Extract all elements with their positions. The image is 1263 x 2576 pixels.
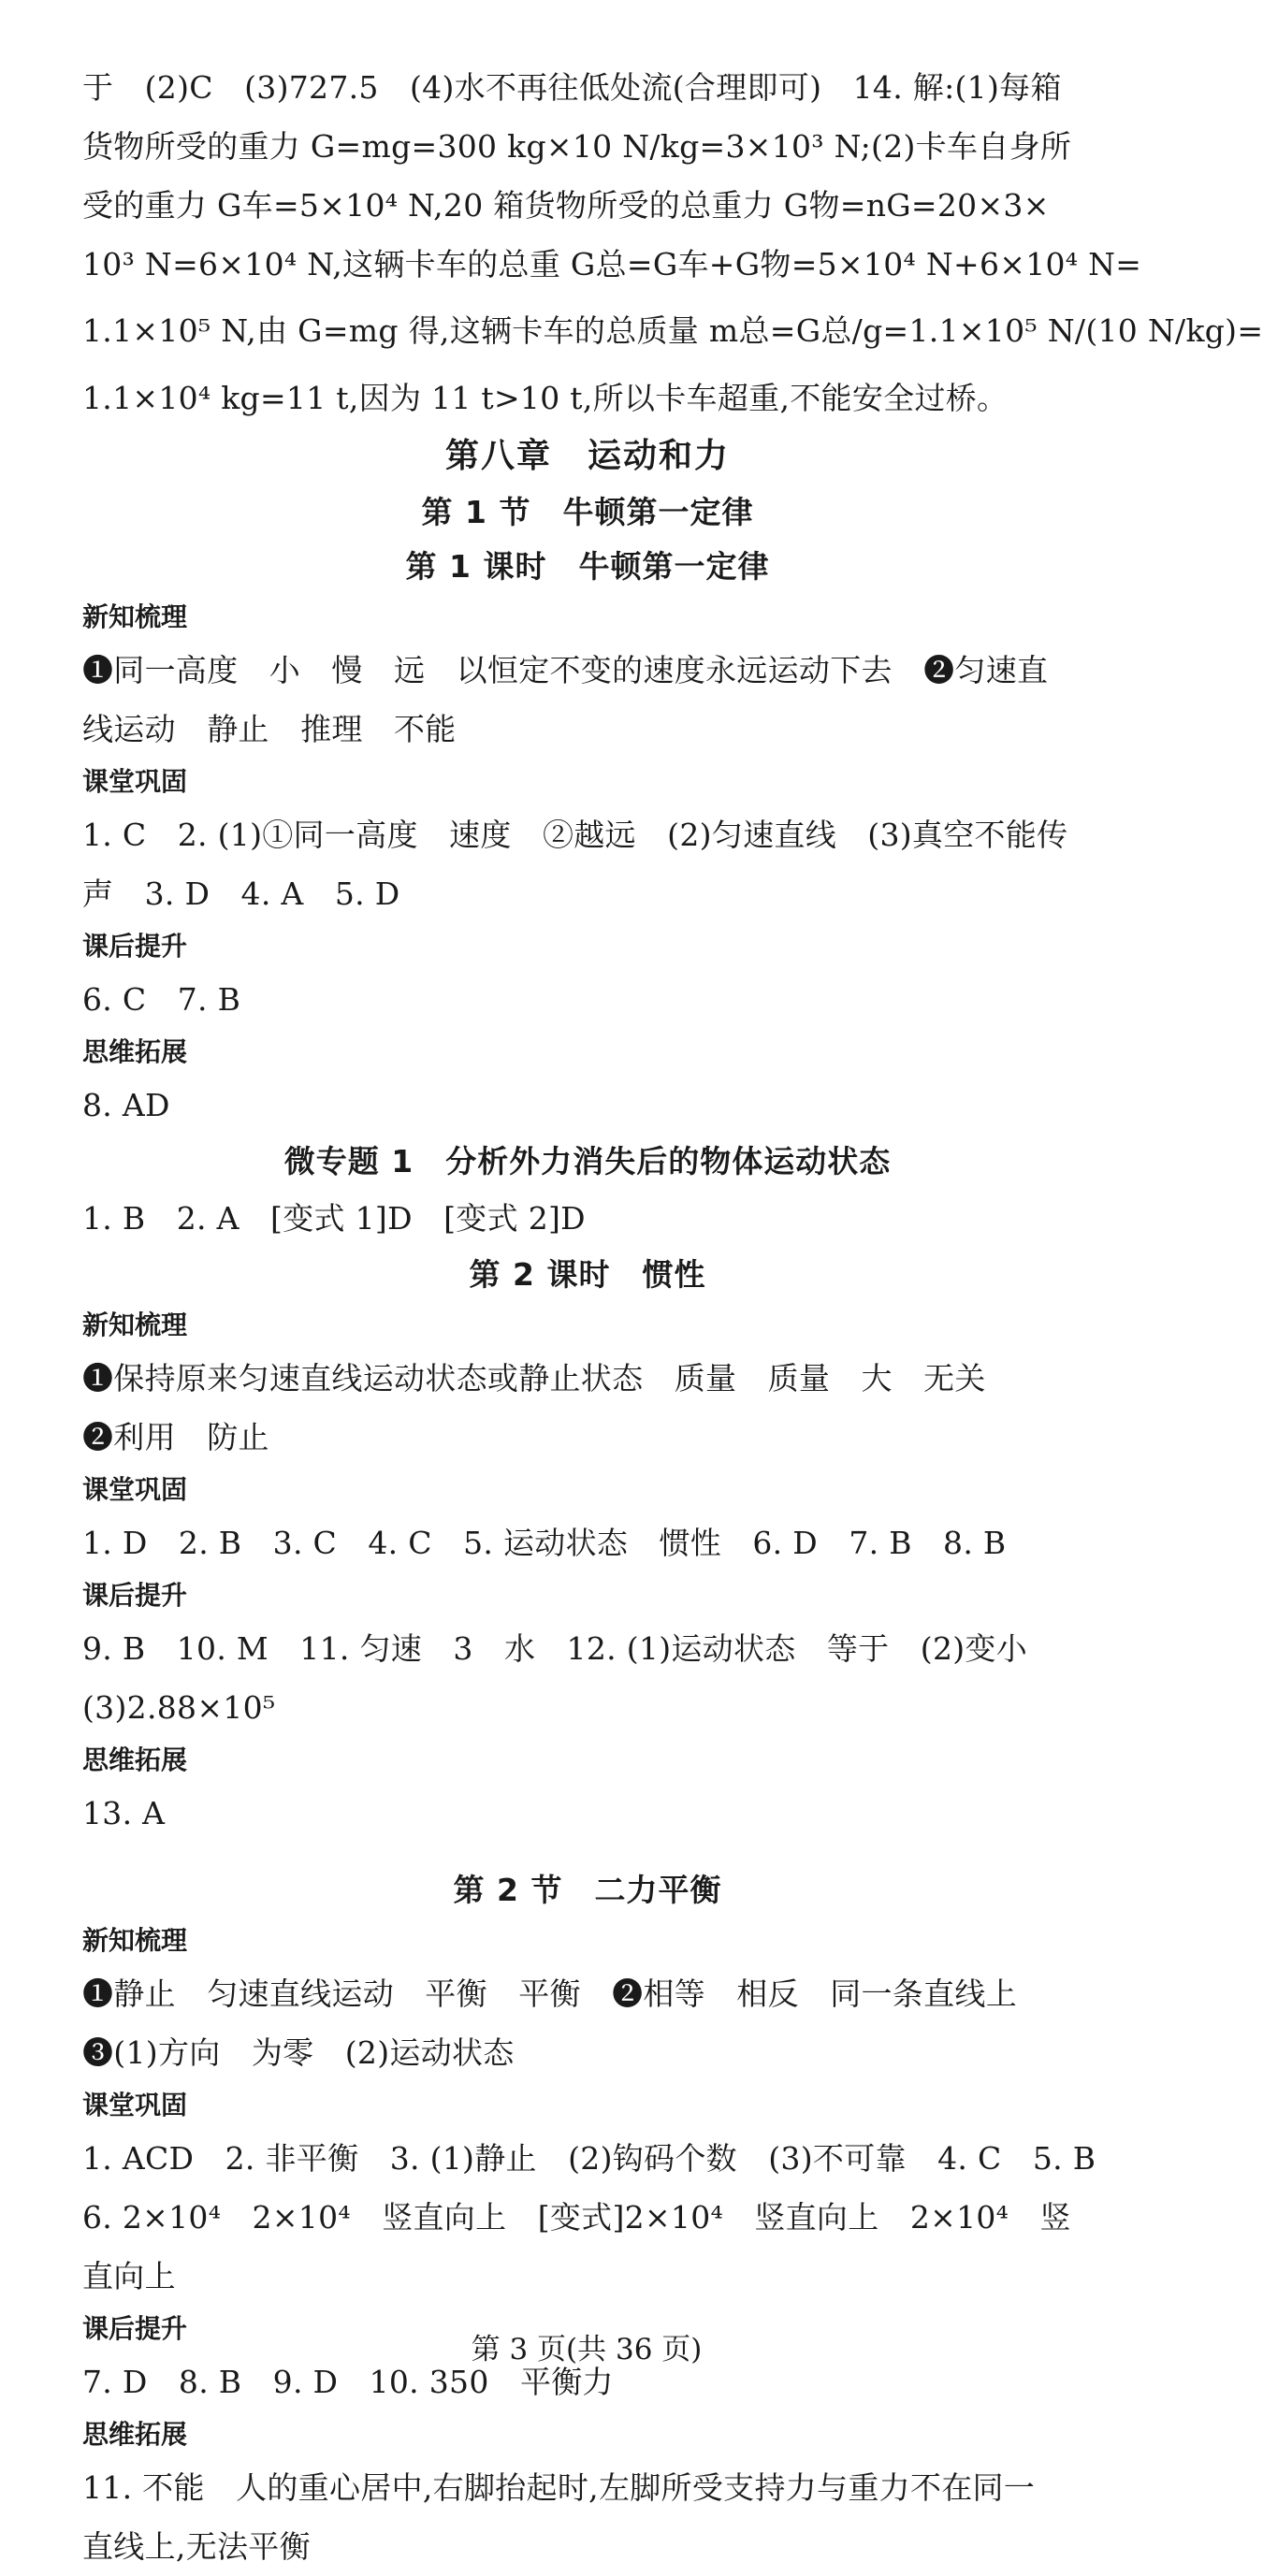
answer-page <box>82 58 1263 2576</box>
text-line: 于 (2)C (3)727.5 (4)水不再往低处流(合理即可) 14. 解:(1)每箱 <box>82 69 1062 106</box>
text-line: 1. D 2. B 3. C 4. C 5. 运动状态 惯性 6. D 7. B 8. B <box>82 1525 1007 1561</box>
section-title: 第 1 节 牛顿第一定律 <box>421 494 754 530</box>
micro-topic-title: 微专题 1 分析外力消失后的物体运动状态 <box>283 1143 892 1179</box>
subheading-siwei: 思维拓展 <box>82 2419 188 2450</box>
text-line: 受的重力 G车=5×10⁴ N,20 箱货物所受的总重力 G物=nG=20×3× <box>82 187 1050 224</box>
text-line: 线运动 静止 推理 不能 <box>82 711 457 747</box>
subheading-ketang: 课堂巩固 <box>82 1474 188 1505</box>
chapter-title: 第八章 运动和力 <box>444 437 730 475</box>
subheading-kehou: 课后提升 <box>82 2313 188 2344</box>
text-line: 13. A <box>82 1795 166 1831</box>
text-line: ❸(1)方向 为零 (2)运动状态 <box>82 2034 515 2071</box>
subheading-ketang: 课堂巩固 <box>82 766 188 797</box>
subheading-kehou: 课后提升 <box>82 931 188 962</box>
subheading-xinzhi: 新知梳理 <box>82 1925 188 1956</box>
micro-topic-block <box>82 1135 1093 1248</box>
subheading-kehou: 课后提升 <box>82 1580 188 1611</box>
text-line: 1.1×10⁴ kg=11 t,因为 11 t>10 t,所以卡车超重,不能安全过桥。 <box>82 380 1009 416</box>
lesson-1-block <box>82 594 1093 1135</box>
previous-section-answers <box>82 58 1263 427</box>
text-line: 9. B 10. M 11. 匀速 3 水 12. (1)运动状态 等于 (2)变小 <box>82 1630 1028 1667</box>
subheading-siwei: 思维拓展 <box>82 1036 188 1067</box>
text-line: 直向上 <box>82 2258 176 2294</box>
section-2-block <box>82 1918 1096 2576</box>
text-line: 货物所受的重力 G=mg=300 kg×10 N/kg=3×10³ N;(2)卡车自身所 <box>82 128 1072 165</box>
text-line: 10³ N=6×10⁴ N,这辆卡车的总重 G总=G车+G物=5×10⁴ N+6×10⁴ N= <box>82 246 1142 282</box>
text-line: ❶静止 匀速直线运动 平衡 平衡 ❷相等 相反 同一条直线上 <box>82 1975 1017 2012</box>
text-line: 8. AD <box>82 1087 170 1123</box>
text-line: 声 3. D 4. A 5. D <box>82 876 400 912</box>
text-line: 1.1×10⁵ N,由 G=mg 得,这辆卡车的总质量 m总=G总/g=1.1×10⁵ N/(10 N/kg)= <box>82 312 1263 349</box>
text-line: 11. 不能 人的重心居中,右脚抬起时,左脚所受支持力与重力不在同一 <box>82 2469 1036 2506</box>
subheading-ketang: 课堂巩固 <box>82 2090 188 2120</box>
text-line: 6. C 7. B <box>82 981 241 1018</box>
text-line: 1. C 2. (1)①同一高度 速度 ②越远 (2)匀速直线 (3)真空不能传 <box>82 817 1068 853</box>
subheading-xinzhi: 新知梳理 <box>82 601 188 632</box>
text-line: (3)2.88×10⁵ <box>82 1689 276 1726</box>
lesson-title: 第 1 课时 牛顿第一定律 <box>405 548 770 585</box>
subheading-siwei: 思维拓展 <box>82 1744 188 1775</box>
text-line: 7. D 8. B 9. D 10. 350 平衡力 <box>82 2364 614 2400</box>
text-line: 6. 2×10⁴ 2×10⁴ 竖直向上 [变式]2×10⁴ 竖直向上 2×10⁴ 竖 <box>82 2199 1071 2236</box>
text-line: 1. B 2. A [变式 1]D [变式 2]D <box>82 1200 586 1237</box>
lesson-title: 第 2 课时 惯性 <box>469 1256 706 1293</box>
lesson-2-block <box>82 1302 1093 1843</box>
page-footer: 第 3 页(共 36 页) <box>471 2333 703 2366</box>
text-line: 1. ACD 2. 非平衡 3. (1)静止 (2)钩码个数 (3)不可靠 4. C 5. B <box>82 2140 1096 2177</box>
text-line: 直线上,无法平衡 <box>82 2528 311 2565</box>
subheading-xinzhi: 新知梳理 <box>82 1310 188 1340</box>
text-line: ❷利用 防止 <box>82 1419 269 1455</box>
text-line: ❶保持原来匀速直线运动状态或静止状态 质量 质量 大 无关 <box>82 1360 986 1397</box>
text-line: ❶同一高度 小 慢 远 以恒定不变的速度永远运动下去 ❷匀速直 <box>82 652 1049 688</box>
section-title: 第 2 节 二力平衡 <box>453 1872 722 1908</box>
